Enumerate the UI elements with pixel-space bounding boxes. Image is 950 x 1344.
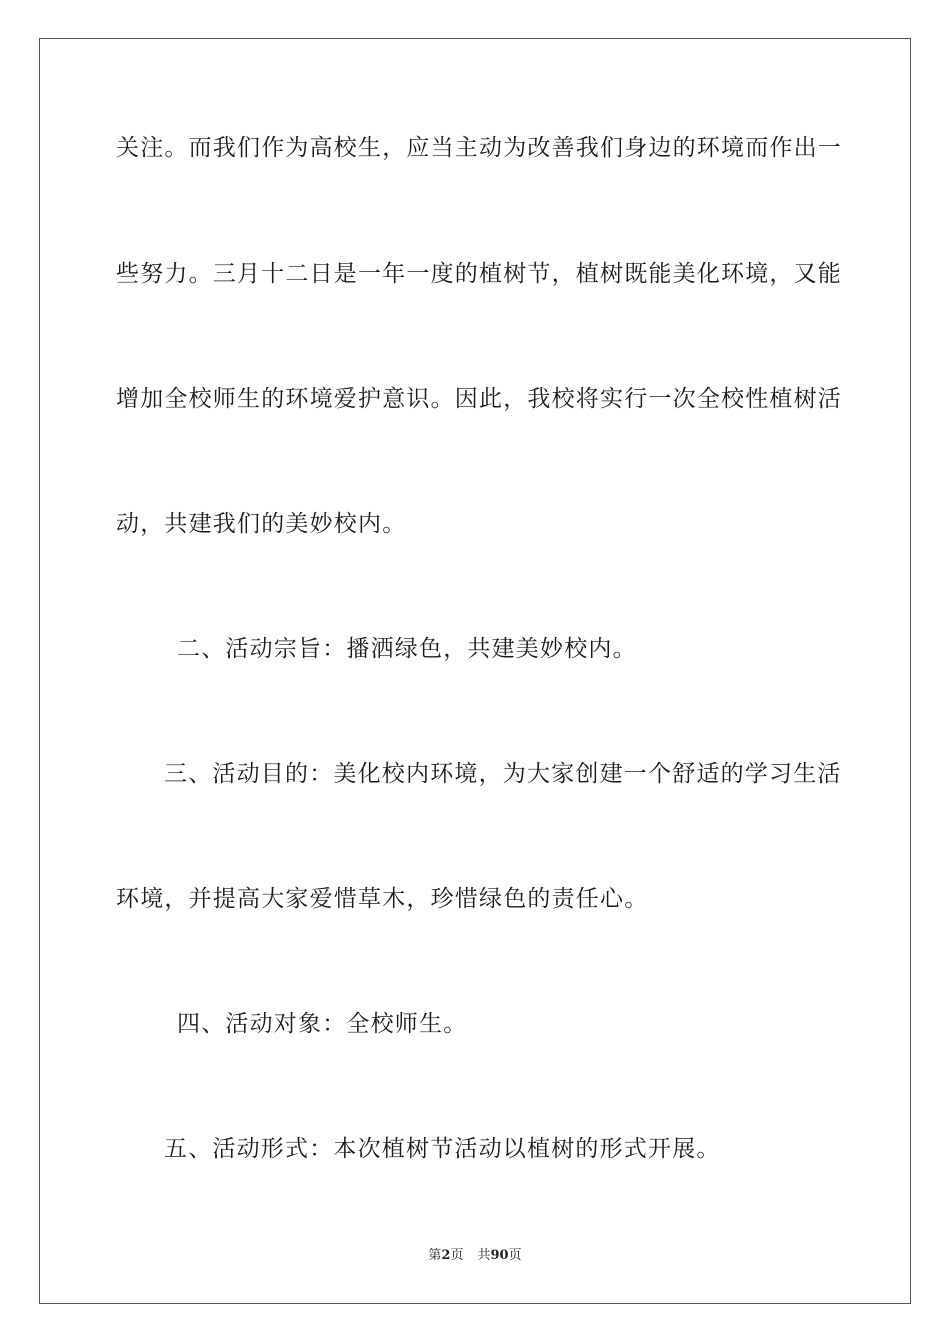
section-heading-purpose: 二、活动宗旨：播洒绿色，共建美妙校内。 <box>177 636 637 662</box>
body-text-line-3: 增加全校师生的环境爱护意识。因此，我校将实行一次全校性植树活 <box>116 386 842 412</box>
footer-page-number: 2 <box>441 1248 451 1263</box>
body-text-line-2: 些努力。三月十二日是一年一度的植树节，植树既能美化环境，又能 <box>116 261 842 287</box>
body-text-line-4: 动，共建我们的美妙校内。 <box>116 511 407 537</box>
page-border <box>39 38 911 1304</box>
footer-total-prefix: 共 <box>477 1248 491 1263</box>
body-text-line-1: 关注。而我们作为高校生，应当主动为改善我们身边的环境而作出一 <box>116 135 842 161</box>
body-text-line-goal-cont: 环境，并提高大家爱惜草木，珍惜绿色的责任心。 <box>116 886 649 912</box>
footer-page-prefix: 第 <box>428 1248 442 1263</box>
footer-total-pages: 90 <box>490 1248 509 1263</box>
page-footer <box>0 1247 950 1265</box>
footer-page-suffix: 页 <box>450 1248 464 1263</box>
footer-total-suffix: 页 <box>508 1248 522 1263</box>
section-heading-audience: 四、活动对象：全校师生。 <box>177 1011 468 1037</box>
section-heading-goal: 三、活动目的：美化校内环境，为大家创建一个舒适的学习生活 <box>164 761 842 787</box>
section-heading-format: 五、活动形式：本次植树节活动以植树的形式开展。 <box>164 1136 721 1162</box>
